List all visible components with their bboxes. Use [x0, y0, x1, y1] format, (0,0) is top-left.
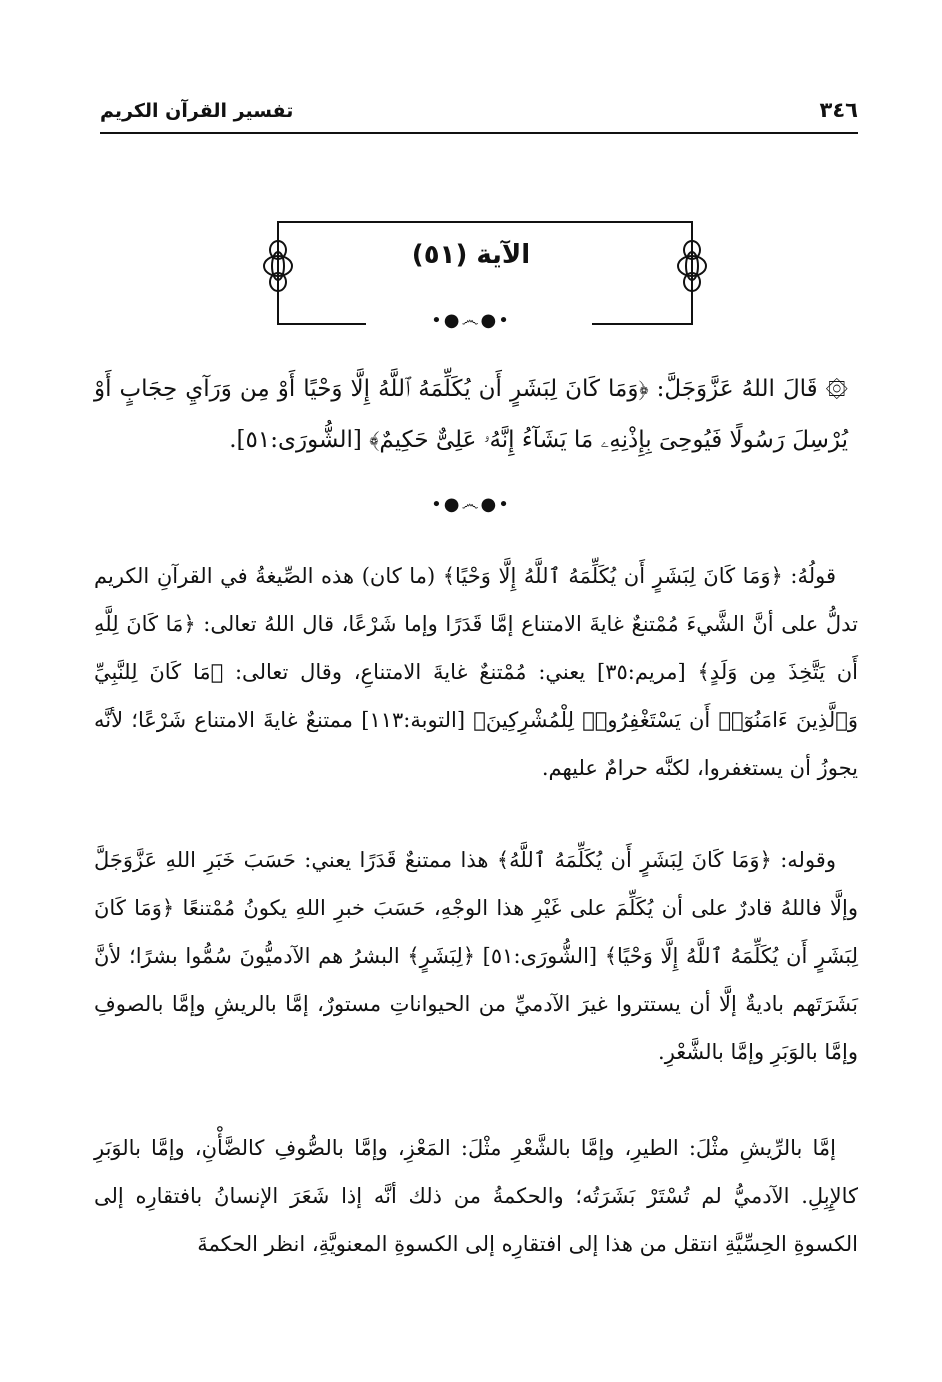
ornament-divider: •●෴●•: [431, 310, 511, 331]
verse-heading-frame: [0, 210, 942, 360]
page-number: ٣٤٦: [819, 98, 858, 122]
running-header: [100, 96, 858, 132]
quran-verse-text: ۞ قَالَ اللهُ عَزَّوَجَلَّ: ﴿وَمَا كَانَ لِبَشَرٍ أَن يُكَلِّمَهُ ٱللَّهُ إِلَّا وَحْيًا أَوْ مِن وَرَآيِ حِجَابٍ أَوْ يُرْسِلَ رَسُولًا فَيُوحِىَ بِإِذْنِهِۦ مَا يَشَآءُ إِنَّهُۥ عَلِىٌّ حَكِيمٌ﴾ [الشُّورَى:٥١].: [94, 376, 848, 453]
paragraph-text: قولُهُ: ﴿وَمَا كَانَ لِبَشَرٍ أَن يُكَلِّمَهُ ٱللَّهُ إِلَّا وَحْيًا﴾ (ما كان) هذه الصِّيغةُ في القرآنِ الكريم تدلُّ على أنَّ الشَّيءَ مُمْتنعٌ غايةَ الامتناع إمَّا قَدَرًا وإما شَرْعًا، قال اللهُ تعالى: ﴿مَا كَانَ لِلَّهِ أَن يَتَّخِذَ مِن وَلَدٍ﴾ [مريم:٣٥] يعني: مُمْتنعٌ غايةَ الامتناعِ، وقال تعالى: ﴿مَا كَانَ لِلنَّبِيِّ وَٱلَّذِينَ ءَامَنُوٓا۟ أَن يَسْتَغْفِرُوا۟ لِلْمُشْرِكِينَ﴾ [التوبة:١١٣] ممتنعٌ غايةَ الامتناع شَرْعًا؛ لأنَّه يجوزُ أن يستغفروا، لكنَّه حرامٌ عليهم.: [94, 564, 858, 780]
frame-ornament-svg: [0, 210, 942, 360]
body-paragraph: [94, 836, 858, 1076]
header-divider: [100, 132, 858, 134]
body-paragraph: [94, 552, 858, 792]
ornament-divider: •●෴●•: [431, 494, 511, 515]
verse-heading: الآية (٥١): [411, 240, 531, 270]
body-paragraph: [94, 1124, 858, 1268]
frame-border: [278, 222, 692, 324]
paragraph-text: إمَّا بالرِّيشِ مثْلَ: الطيرِ، وإمَّا بالشَّعْرِ مثْلَ: المَعْزِ، وإمَّا بالصُّوفِ كالضَّأْنِ، وإمَّا بالوَبَرِ كالإِبِلِ. الآدميُّ لم تُسْتَرْ بَشَرَتُه؛ والحكمةُ من ذلك أنَّه إذا شَعَرَ الإنسانُ بافتقارِه إلى الكسوةِ الحِسِّيَّةِ انتقل من هذا إلى افتقارِه إلى الكسوةِ المعنويَّةِ، انظر الحكمةَ: [94, 1136, 859, 1256]
paragraph-text: وقوله: ﴿وَمَا كَانَ لِبَشَرٍ أَن يُكَلِّمَهُ ٱللَّهُ﴾ هذا ممتنعٌ قَدَرًا يعني: حَسَبَ خَبَرِ اللهِ عَزَّوَجَلَّ وإلَّا فاللهُ قادرٌ على أن يُكَلِّمَ على غَيْرِ هذا الوجْهِ، حَسَبَ خبرِ اللهِ يكونُ مُمْتنعًا ﴿وَمَا كَانَ لِبَشَرٍ أَن يُكَلِّمَهُ ٱللَّهُ إِلَّا وَحْيًا﴾ [الشُّورَى:٥١] ﴿لِبَشَرٍ﴾ البشرُ هم الآدميُّونَ سُمُّوا بشرًا؛ لأنَّ بَشَرَتَهم باديةٌ إلَّا أن يستتروا غيرَ الآدميِّ من الحيواناتِ مستورٌ، إمَّا بالريشِ وإمَّا بالصوفِ وإمَّا بالوَبَرِ وإمَّا بالشَّعْرِ.: [94, 848, 858, 1064]
book-title: تفسير القرآن الكريم: [100, 100, 294, 122]
